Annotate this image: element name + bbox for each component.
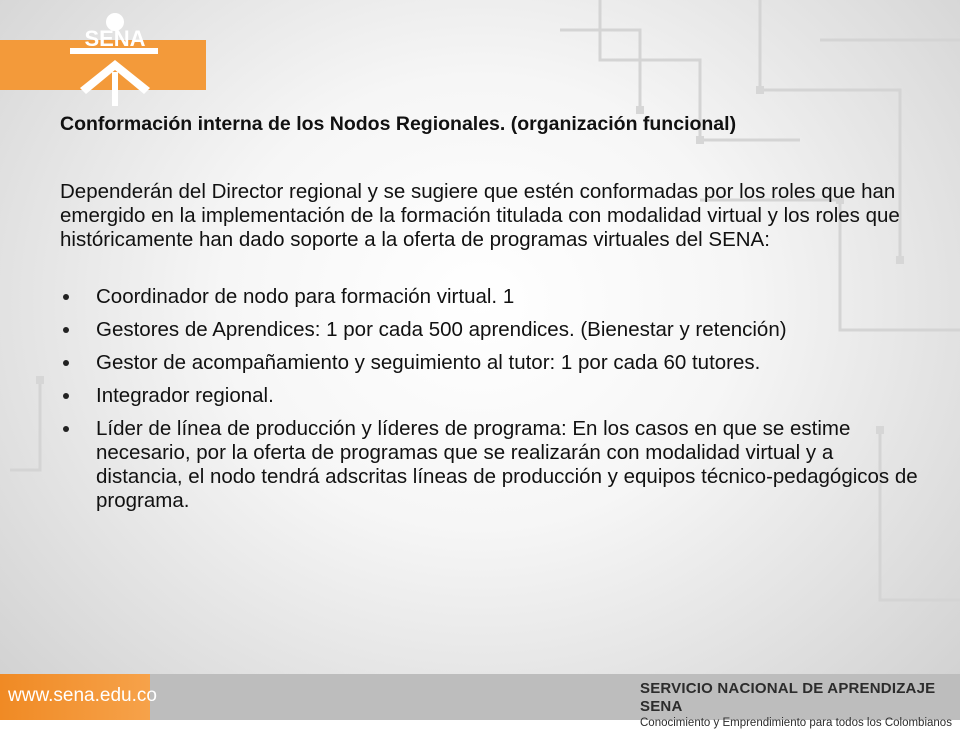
list-item-text: Coordinador de nodo para formación virtual. 1 [96,285,515,308]
list-item [60,384,920,408]
list-item [60,285,920,309]
list-item [60,417,920,513]
footer-url-block [0,674,157,720]
bullet-icon [63,393,69,399]
bullet-icon [63,360,69,366]
list-item [60,318,920,342]
footer-organization-block [640,680,958,731]
bullet-icon [63,426,69,432]
slide-heading: Conformación interna de los Nodos Regionales. (organización funcional) [60,113,737,135]
list-item [60,351,920,375]
list-item-text: Gestores de Aprendices: 1 por cada 500 aprendices. (Bienestar y retención) [96,318,787,341]
footer-tagline: Conocimiento y Emprendimiento para todos los Colombianos [640,717,952,729]
footer-url-link[interactable]: www.sena.edu.co [8,685,157,706]
list-item-text: Líder de línea de producción y líderes de programa: En los casos en que se estime necesario, por la oferta de programas que se realizarán con modalidad virtual y a distancia, el nodo tendrá adscritas líneas de producción y equipos técnico-pedagógicos de programa. [96,417,918,512]
bullet-list [60,285,920,513]
bullet-icon [63,294,69,300]
logo-text: SENA [84,26,146,51]
intro-paragraph: Dependerán del Director regional y se sugiere que estén conformadas por los roles que han emergido en la implementación de la formación titulada con modalidad virtual y los roles que históricamente han dado soporte a la oferta de programas virtuales del SENA: [60,180,900,251]
sena-logo-icon [62,10,172,110]
footer-bar [0,674,960,729]
slide-content [60,112,920,522]
bullet-icon [63,327,69,333]
footer-organization-name: SERVICIO NACIONAL DE APRENDIZAJE SENA [640,680,936,715]
list-item-text: Integrador regional. [96,384,274,407]
list-item-text: Gestor de acompañamiento y seguimiento al tutor: 1 por cada 60 tutores. [96,351,761,374]
